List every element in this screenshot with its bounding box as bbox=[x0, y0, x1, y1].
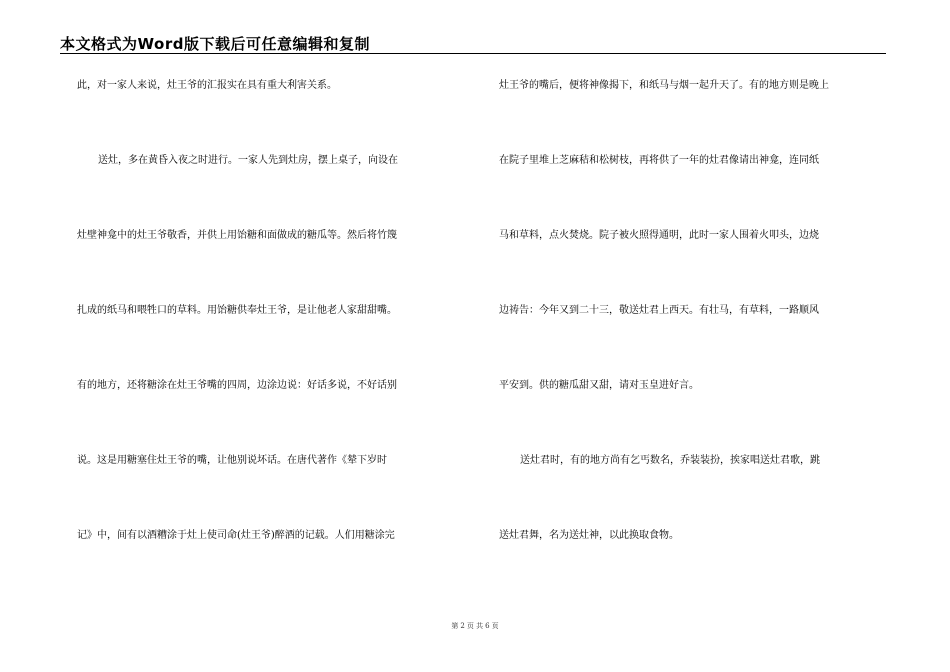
paragraph-line: 送灶，多在黄昏入夜之时进行。一家人先到灶房，摆上桌子，向设在 bbox=[98, 155, 398, 166]
paragraph-line: 此，对一家人来说，灶王爷的汇报实在具有重大利害关系。 bbox=[77, 80, 337, 91]
paragraph-line: 有的地方，还将糖涂在灶王爷嘴的四周，边涂边说：好话多说，不好话别 bbox=[77, 380, 397, 391]
paragraph-line: 在院子里堆上芝麻秸和松树枝，再将供了一年的灶君像请出神龛，连同纸 bbox=[499, 155, 819, 166]
page-header-title: 本文格式为Word版下载后可任意编辑和复制 bbox=[60, 35, 370, 53]
paragraph-line: 送灶君舞，名为送灶神，以此换取食物。 bbox=[499, 530, 679, 541]
header-divider bbox=[60, 53, 886, 54]
footer-total-pages: 6 bbox=[485, 622, 490, 630]
page-number-footer bbox=[0, 621, 950, 631]
paragraph-line: 记》中，间有以酒糟涂于灶上使司命(灶王爷)醉酒的记载。人们用糖涂完 bbox=[77, 530, 395, 541]
paragraph-line: 马和草料，点火焚烧。院子被火照得通明，此时一家人围着火叩头，边烧 bbox=[499, 230, 819, 241]
paragraph-line: 灶王爷的嘴后，便将神像揭下，和纸马与烟一起升天了。有的地方则是晚上 bbox=[499, 80, 829, 91]
paragraph-line: 扎成的纸马和喂牲口的草料。用饴糖供奉灶王爷，是让他老人家甜甜嘴。 bbox=[77, 305, 397, 316]
paragraph-line: 灶壁神龛中的灶王爷敬香，并供上用饴糖和面做成的糖瓜等。然后将竹篾 bbox=[77, 230, 397, 241]
paragraph-line: 平安到。供的糖瓜甜又甜，请对玉皇进好言。 bbox=[499, 380, 699, 391]
footer-suffix: 页 bbox=[491, 622, 499, 630]
paragraph-line: 送灶君时，有的地方尚有乞丐数名，乔装装扮，挨家唱送灶君歌，跳 bbox=[520, 455, 820, 466]
footer-prefix: 第 bbox=[451, 622, 459, 630]
footer-middle: 页 共 bbox=[466, 622, 484, 630]
paragraph-line: 说。这是用糖塞住灶王爷的嘴，让他别说坏话。在唐代著作《辇下岁时 bbox=[77, 455, 387, 466]
footer-current-page: 2 bbox=[460, 622, 465, 630]
paragraph-line: 边祷告：今年又到二十三，敬送灶君上西天。有壮马，有草料，一路顺风 bbox=[499, 305, 819, 316]
